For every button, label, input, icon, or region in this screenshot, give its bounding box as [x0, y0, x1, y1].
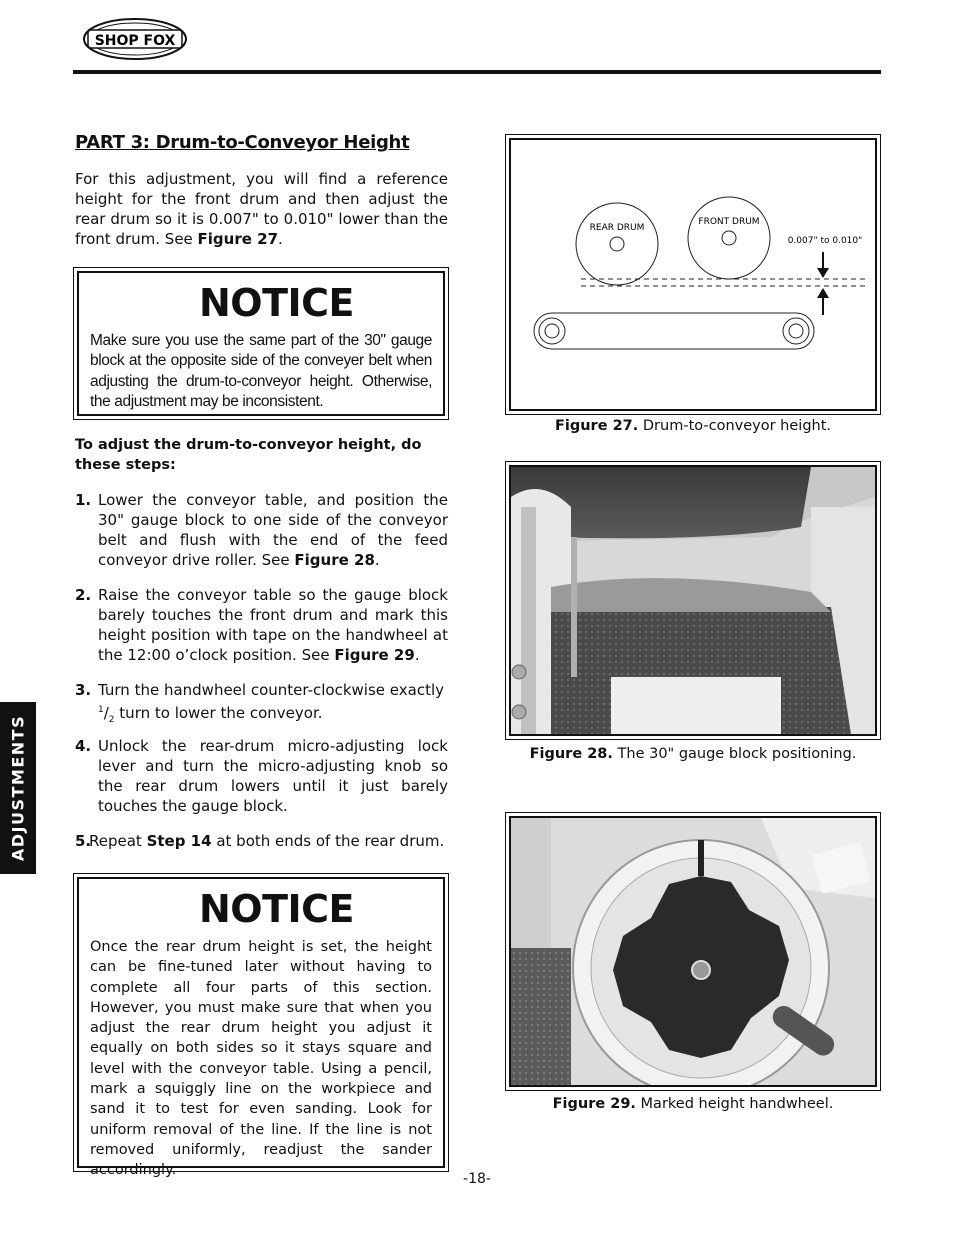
conveyor-roller-axle: [545, 324, 559, 338]
step-1: 1. Lower the conveyor table, and position the 30" gauge block to one side of the conveyor belt and flush with the end of the feed conveyor drive roller. See Figure 28.: [75, 491, 448, 569]
conveyor-roller-axle: [789, 324, 803, 338]
gauge-block-photo: [509, 465, 877, 736]
logo-text: SHOP FOX: [94, 33, 176, 49]
arrow-up-head: [817, 288, 829, 298]
front-drum-label: FRONT DRUM: [698, 217, 760, 227]
figure-29: [505, 812, 881, 1091]
figure-28-caption: Figure 28. The 30" gauge block positioning.: [529, 746, 857, 762]
notice-box: [73, 267, 449, 420]
page-number: -18-: [463, 1171, 491, 1187]
notice-text: Make sure you use the same part of the 30" gauge block at the opposite side of the conveyer belt when adjusting the drum-to-conveyor height. Otherwise, the adjustment may be inconsistent.: [90, 332, 432, 410]
figure-29-caption: Figure 29. Marked height handwheel.: [552, 1096, 834, 1112]
steps-intro: To adjust the drum-to-conveyor height, do these steps:: [75, 437, 422, 473]
conveyor-belt: [534, 313, 814, 349]
tape-mark: [698, 840, 704, 876]
rear-drum-circle: [576, 203, 658, 285]
figure-27-caption: Figure 27. Drum-to-conveyor height.: [554, 418, 832, 434]
intro-paragraph: For this adjustment, you will find a reference height for the front drum and then adjust the rear drum so it is 0.007" to 0.010" lower than the front drum. See Figure 27.: [75, 170, 448, 248]
notice-box: [73, 873, 449, 1179]
handwheel-photo: [509, 816, 877, 1087]
step-5: 5. Repeat Step 14 at both ends of the rear drum.: [75, 832, 445, 850]
notice-text: Once the rear drum height is set, the height can be fine-tuned later without having to complete all four parts of this section. However, you must make sure that when you adjust the rear drum height you adjust it equally on both sides so it stays square and level with the conveyor table. Using a pencil, mark a squiggly line on the workpiece and sand it to test for even sanding. Look for uniform removal of the line. If the line is not removed uniformly, readjust the sander accordingly.: [90, 939, 432, 1179]
front-drum-circle: [688, 197, 770, 279]
figure-ref: Figure 27: [197, 230, 279, 248]
notice-title: NOTICE: [199, 281, 355, 325]
section-side-tab: ADJUSTMENTS: [0, 702, 36, 874]
shop-fox-logo: [82, 16, 188, 62]
rear-drum-label: REAR DRUM: [589, 223, 645, 233]
conveyor-roller: [539, 318, 565, 344]
section-title: PART 3: Drum-to-Conveyor Height: [75, 132, 410, 153]
notice-title: NOTICE: [199, 887, 355, 931]
figure-28: [505, 461, 881, 740]
section-intro: [75, 132, 448, 249]
arrow-down-head: [817, 268, 829, 278]
measurement-label: 0.007" to 0.010": [787, 236, 863, 246]
step-3: 3. Turn the handwheel counter-clockwise exactly $^1/_2$ turn to lower the conveyor.: [75, 681, 444, 725]
front-drum-axle: [722, 231, 736, 245]
conveyor-roller: [783, 318, 809, 344]
step-2: 2. Raise the conveyor table so the gauge block barely touches the front drum and mark this height position with tape on the handwheel at the 12:00 o’clock position. See Figure 29.: [75, 586, 448, 664]
step-4: 4. Unlock the rear-drum micro-adjusting lock lever and turn the micro-adjusting knob so the rear drum lowers until it just barely touches the gauge block.: [75, 737, 448, 815]
header-rule: [73, 70, 881, 74]
figure-27: [505, 134, 881, 415]
rear-drum-axle: [610, 237, 624, 251]
